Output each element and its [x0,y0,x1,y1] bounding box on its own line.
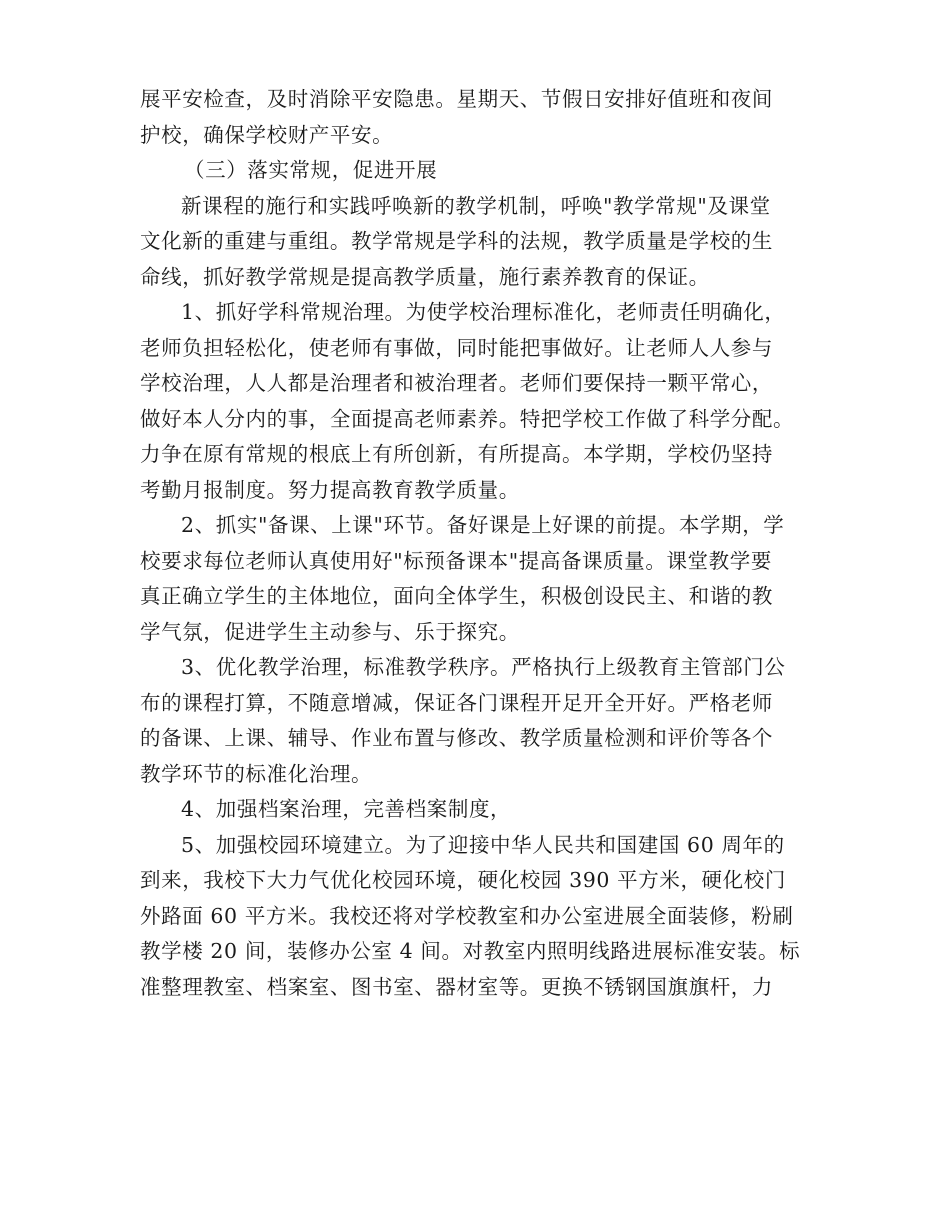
text-line: 外路面 60 平方米。我校还将对学校教室和办公室进展全面装修，粉刷 [140,903,794,928]
text-line: 准整理教室、档案室、图书室、器材室等。更换不锈钢国旗旗杆，力 [140,974,773,999]
text-line: 到来，我校下大力气优化校园环境，硬化校园 390 平方米，硬化校门 [140,868,786,892]
text-line: 做好本人分内的事，全面提高老师素养。特把学校工作做了科学分配。 [140,406,795,431]
document-body [140,82,820,1005]
text-line: 学校治理，人人都是治理者和被治理者。老师们要保持一颗平常心， [140,371,773,395]
section-heading: （三）落实常规，促进开展 [184,158,438,182]
text-line: 命线，抓好教学常规是提高教学质量，施行素养教育的保证。 [140,264,710,289]
list-item-1-start: 1、抓好学科常规治理。为使学校治理标准化，老师责任明确化， [181,300,786,324]
text-line: 校要求每位老师认真使用好"标预备课本"提高备课质量。课堂教学要 [140,548,772,573]
text-line: 的备课、上课、辅导、作业布置与修改、教学质量检测和评价等各个 [140,726,773,750]
list-item-5-start: 5、加强校园环境建立。为了迎接中华人民共和国建国 60 周年的 [181,832,785,857]
list-item-4: 4、加强档案治理，完善档案制度， [181,797,512,821]
text-line: 老师负担轻松化，使老师有事做，同时能把事做好。让老师人人参与 [140,335,773,360]
text-line: 布的课程打算，不随意增减，保证各门课程开足开全开好。严格老师 [140,690,773,715]
text-line: 文化新的重建与重组。教学常规是学科的法规，教学质量是学校的生 [140,229,773,253]
paragraph-start-line: 新课程的施行和实践呼唤新的教学机制，呼唤"教学常规"及课堂 [181,193,771,218]
text-line: 考勤月报制度。努力提高教育教学质量。 [140,477,520,502]
text-line: 教学环节的标准化治理。 [140,761,373,786]
list-item-3-start: 3、优化教学治理，标准教学秩序。严格执行上级教育主管部门公 [181,655,786,679]
text-line: 学气氛，促进学生主动参与、乐于探究。 [140,619,520,644]
text-line: 真正确立学生的主体地位，面向全体学生，积极创设民主、和谐的教 [140,584,773,608]
text-line: 教学楼 20 间，装修办公室 4 间。对教室内照明线路进展标准安装。标 [140,939,801,963]
text-line: 展平安检查，及时消除平安隐患。星期天、节假日安排好值班和夜间 [140,87,773,111]
list-item-2-start: 2、抓实"备课、上课"环节。备好课是上好课的前提。本学期，学 [181,513,785,537]
text-line: 力争在原有常规的根底上有所创新，有所提高。本学期，学校仍坚持 [140,442,773,466]
text-line: 护校，确保学校财产平安。 [140,122,394,147]
